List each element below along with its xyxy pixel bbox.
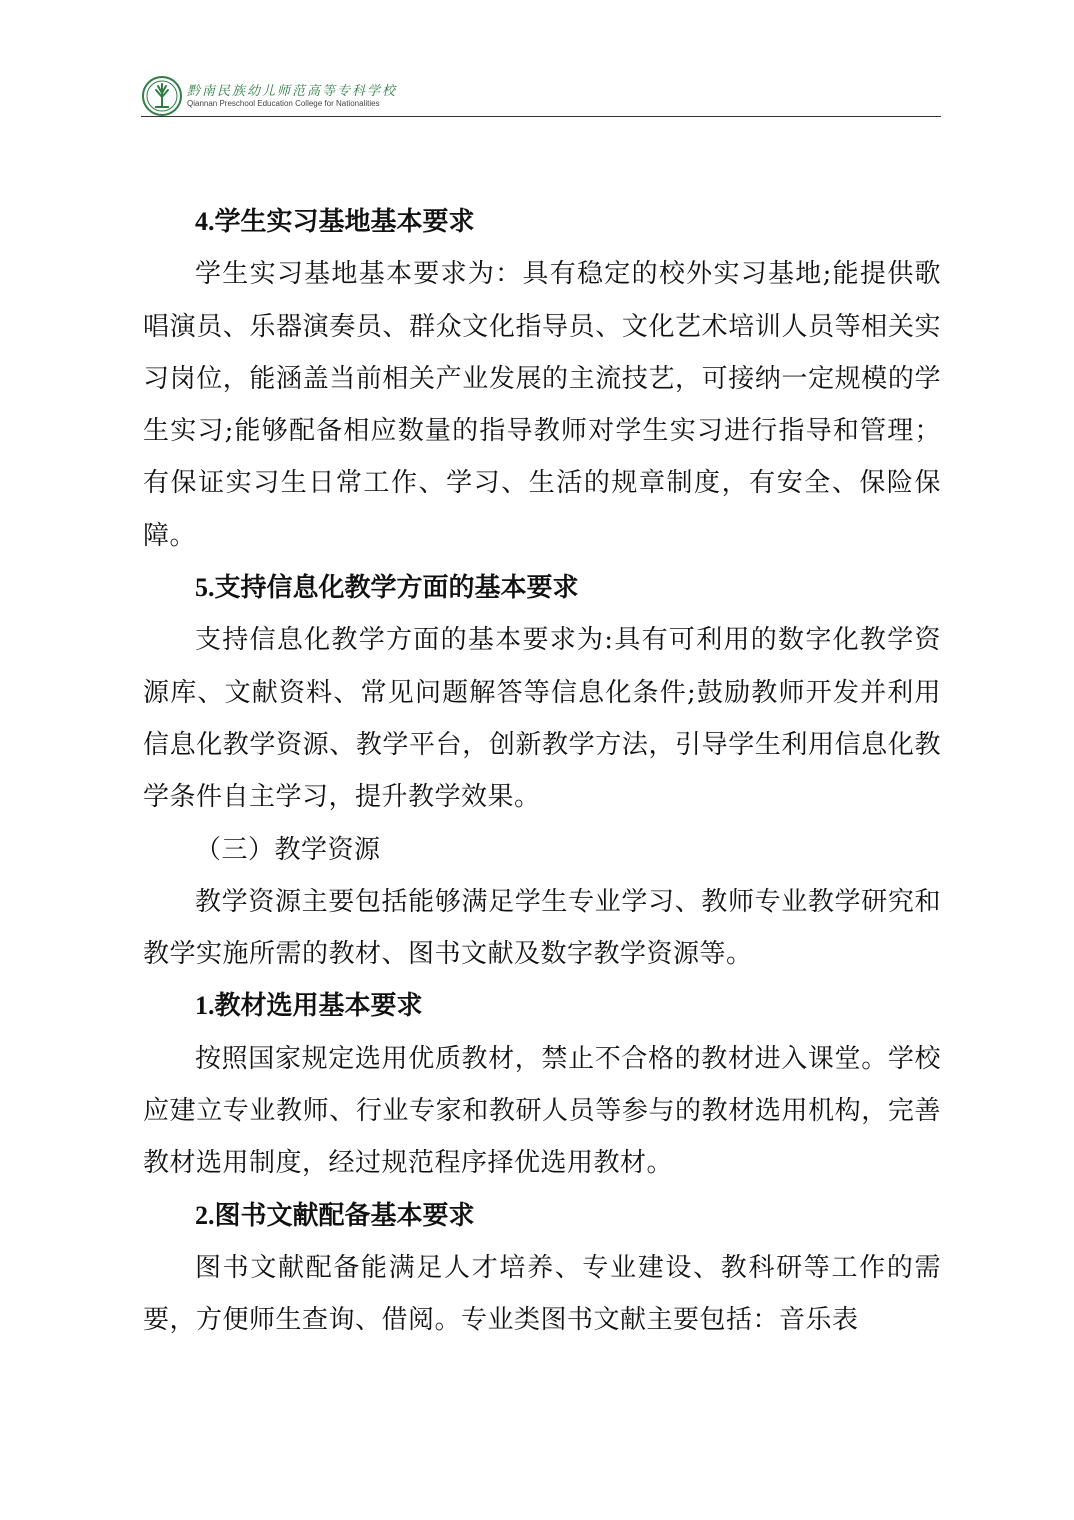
page-header: [0, 0, 1074, 120]
school-name-en: Qiannan Preschool Education College for Nationalities: [187, 99, 380, 108]
heading-text: 学生实习基地基本要求: [214, 207, 475, 237]
document-body: [143, 196, 941, 1347]
heading-text: 教材选用基本要求: [214, 991, 423, 1022]
school-name-cn: 黔南民族幼儿师范高等专科学校: [187, 84, 398, 99]
heading-number: 4.: [195, 207, 215, 236]
school-logo-icon: [141, 75, 183, 117]
paragraph-textbook-selection: 按照国家规定选用优质教材，禁止不合格的教材进入课堂。学校应建立专业教师、行业专家和教研人员等参与的教材选用机构，完善教材选用制度，经过规范程序择优选用教材。: [143, 1043, 941, 1179]
paragraph-teaching-resources: 教学资源主要包括能够满足学生专业学习、教师专业教学研究和教学实施所需的教材、图书文献及数字教学资源等。: [143, 886, 941, 970]
paragraph-library-resources: 图书文献配备能满足人才培养、专业建设、教科研等工作的需要，方便师生查询、借阅。专业类图书文献主要包括：音乐表: [143, 1252, 941, 1336]
heading-number: 2.: [195, 1200, 215, 1230]
heading-internship-base: [143, 196, 941, 248]
heading-number: 1.: [195, 991, 215, 1021]
header-divider: [141, 116, 941, 117]
paragraph-internship-base: 学生实习基地基本要求为：具有稳定的校外实习基地;能提供歌唱演员、乐器演奏员、群众文化指导员、文化艺术培训人员等相关实习岗位，能涵盖当前相关产业发展的主流技艺，可接纳一定规模的学生实习;能够配备相应数量的指导教师对学生实习进行指导和管理；有保证实习生日常工作、学习、生活的规章制度，有安全、保险保障。: [143, 259, 941, 551]
heading-library-resources: [143, 1190, 941, 1242]
section-teaching-resources: （三）教学资源: [195, 834, 381, 865]
heading-informatization: [143, 562, 941, 614]
heading-number: 5.: [195, 573, 215, 603]
heading-text: 图书文献配备基本要求: [214, 1200, 475, 1231]
heading-text: 支持信息化教学方面的基本要求: [214, 573, 579, 604]
paragraph-informatization: 支持信息化教学方面的基本要求为:具有可利用的数字化教学资源库、文献资料、常见问题解答等信息化条件;鼓励教师开发并利用信息化教学资源、教学平台，创新教学方法，引导学生利用信息化教学条件自主学习，提升教学效果。: [143, 625, 941, 813]
heading-textbook-selection: [143, 980, 941, 1032]
